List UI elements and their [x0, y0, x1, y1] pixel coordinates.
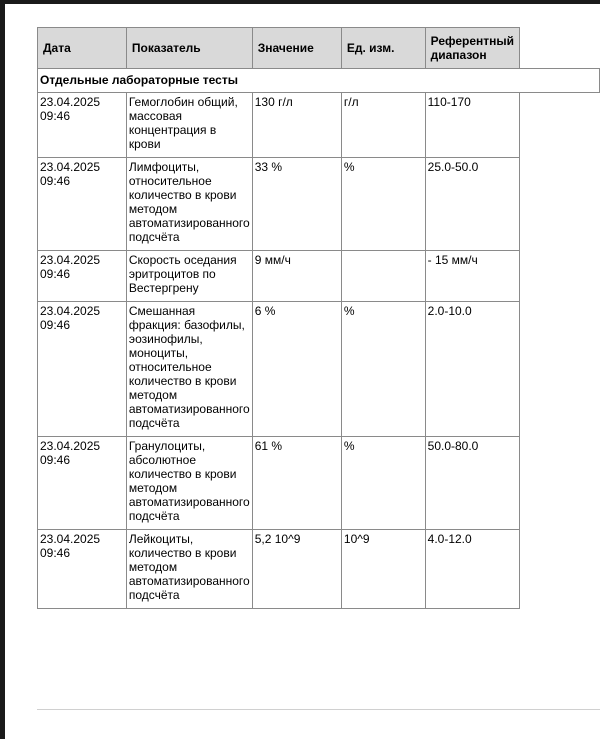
cell-unit: [341, 251, 425, 302]
table-header-row: [38, 28, 600, 69]
cell-reference: 25.0-50.0: [425, 158, 519, 251]
cell-value: 130 г/л: [252, 93, 341, 158]
lab-results-table: [37, 27, 600, 609]
row-spacer: [520, 302, 600, 437]
cell-indicator: Лейкоциты, количество в крови методом автоматизированного подсчёта: [126, 530, 252, 609]
cell-reference: 4.0-12.0: [425, 530, 519, 609]
cell-indicator: Гранулоциты, абсолютное количество в крови методом автоматизированного подсчёта: [126, 437, 252, 530]
cell-reference: - 15 мм/ч: [425, 251, 519, 302]
table-row: [38, 302, 600, 437]
table-row: [38, 251, 600, 302]
cell-reference: 50.0-80.0: [425, 437, 519, 530]
cell-value: 33 %: [252, 158, 341, 251]
cell-date: 23.04.2025 09:46: [38, 158, 127, 251]
table-row: [38, 93, 600, 158]
cell-unit: 10^9: [341, 530, 425, 609]
table-row: [38, 530, 600, 609]
cell-indicator: Гемоглобин общий, массовая концентрация в крови: [126, 93, 252, 158]
cell-unit: г/л: [341, 93, 425, 158]
cell-unit: %: [341, 437, 425, 530]
cell-date: 23.04.2025 09:46: [38, 302, 127, 437]
header-indicator: Показатель: [126, 28, 252, 69]
header-unit: Ед. изм.: [341, 28, 425, 69]
header-spacer: [520, 28, 600, 69]
table-row: [38, 158, 600, 251]
row-spacer: [520, 437, 600, 530]
cell-value: 9 мм/ч: [252, 251, 341, 302]
header-reference: Референтный диапазон: [425, 28, 519, 69]
cell-date: 23.04.2025 09:46: [38, 251, 127, 302]
cell-indicator: Смешанная фракция: базофилы, эозинофилы, моноциты, относительное количество в крови методом автоматизированного подсчёта: [126, 302, 252, 437]
cell-value: 6 %: [252, 302, 341, 437]
cell-reference: 2.0-10.0: [425, 302, 519, 437]
cell-date: 23.04.2025 09:46: [38, 530, 127, 609]
row-spacer: [520, 93, 600, 158]
header-value: Значение: [252, 28, 341, 69]
cell-indicator: Скорость оседания эритроцитов по Вестергрену: [126, 251, 252, 302]
header-date: Дата: [38, 28, 127, 69]
section-row: [38, 69, 600, 93]
row-spacer: [520, 251, 600, 302]
cell-unit: %: [341, 158, 425, 251]
cell-unit: %: [341, 302, 425, 437]
cell-date: 23.04.2025 09:46: [38, 437, 127, 530]
window-top-border: [0, 0, 600, 4]
cell-value: 61 %: [252, 437, 341, 530]
cell-value: 5,2 10^9: [252, 530, 341, 609]
cell-date: 23.04.2025 09:46: [38, 93, 127, 158]
row-spacer: [520, 530, 600, 609]
row-spacer: [520, 158, 600, 251]
window-left-border: [0, 0, 5, 739]
table-row: [38, 437, 600, 530]
section-title: Отдельные лабораторные тесты: [38, 69, 600, 93]
page-divider: [37, 709, 600, 710]
cell-indicator: Лимфоциты, относительное количество в крови методом автоматизированного подсчёта: [126, 158, 252, 251]
cell-reference: 110-170: [425, 93, 519, 158]
